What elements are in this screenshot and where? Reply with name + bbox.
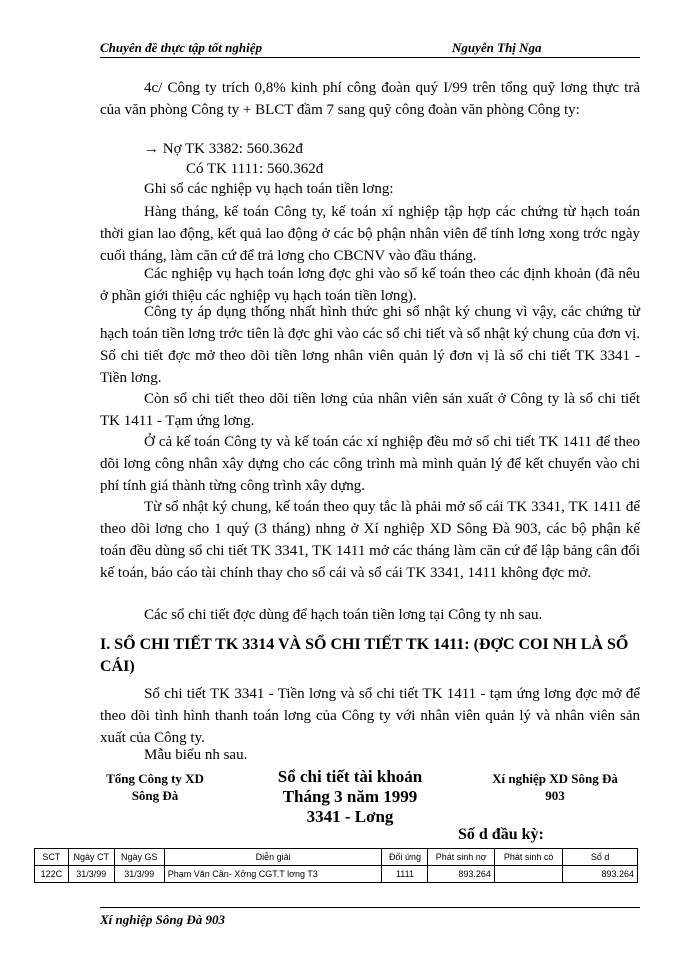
ledger-heading: Ghi sổ các nghiệp vụ hạch toán tiền lơng: — [144, 181, 394, 197]
cell-sct: 122C — [35, 866, 69, 883]
cell-phat-sinh-no: 893.264 — [428, 866, 494, 883]
header-right: Nguyễn Thị Nga — [452, 40, 542, 55]
header-rule — [100, 57, 640, 58]
section-title: I. SỔ CHI TIẾT TK 3314 VÀ SỔ CHI TIẾT TK 1411: (ĐỢC COI NH LÀ SỔ CÁI) — [100, 636, 629, 675]
col-dien-giai: Diễn giải — [164, 849, 382, 866]
debit-entry — [144, 141, 303, 158]
col-doi-ung: Đối ứng — [382, 849, 428, 866]
paragraph-7: Các sổ chi tiết đợc dùng để hạch toán tiền lơng tại Công ty nh sau. — [144, 607, 543, 623]
org-right-line2: 903 — [545, 788, 565, 803]
cell-so-du: 893.264 — [563, 866, 638, 883]
cell-ngay-ct: 31/3/99 — [68, 866, 114, 883]
org-left-line1: Tổng Công ty XD — [106, 771, 204, 786]
col-phat-sinh-co: Phát sinh có — [494, 849, 562, 866]
table-header-row — [35, 849, 638, 866]
org-right — [470, 770, 640, 804]
arrow-icon: → — [144, 141, 159, 157]
credit-entry: Có TK 1111: 560.362đ — [186, 161, 324, 177]
col-phat-sinh-no: Phát sinh nợ — [428, 849, 494, 866]
item-4c: 4c/ Công ty trích 0,8% kinh phí công đoàn quý I/99 trên tổng quỹ lơng thực trả của văn phòng Công ty + BLCT đầm 7 sang quỹ công đoàn văn phòng Công ty: — [100, 80, 640, 118]
cell-ngay-gs: 31/3/99 — [114, 866, 164, 883]
cell-doi-ung: 1111 — [382, 866, 428, 883]
ledger-title-line1: Sổ chi tiết tài khoản — [277, 767, 423, 786]
paragraph-2: Các nghiệp vụ hạch toán lơng đợc ghi vào sổ kế toán theo các định khoản (đã nêu ở phần giới thiệu các nghiệp vụ hạch toán tiền lơng). — [100, 266, 640, 304]
footer-rule — [100, 907, 640, 908]
paragraph-5: Ở cả kế toán Công ty và kế toán các xí nghiệp đều mở sổ chi tiết TK 1411 để theo dõi lơng công nhân xây dựng cho các công trình mà mình quản lý để kết chuyển vào chi phí tính giá thành từng công trình xây dựng. — [100, 434, 640, 494]
debit-text: Nợ TK 3382: 560.362đ — [162, 141, 303, 157]
ledger-table — [34, 848, 638, 883]
ledger-title — [240, 767, 460, 827]
col-ngay-ct: Ngày CT — [68, 849, 114, 866]
sample-label: Mẫu biểu nh sau. — [144, 747, 248, 763]
opening-balance-label: Số d đầu kỳ: — [458, 826, 544, 843]
col-ngay-gs: Ngày GS — [114, 849, 164, 866]
org-right-line1: Xí nghiệp XD Sông Đà — [492, 771, 618, 786]
paragraph-1: Hàng tháng, kế toán Công ty, kế toán xí nghiệp tập hợp các chứng từ hạch toán thời gian lao động, kết quả lao động ở các bộ phận nhân viên để tính lơng xong trớc ngày cuối tháng, làm căn cứ để trả lơng cho CBCNV vào đầu tháng. — [100, 204, 640, 264]
footer-left: Xí nghiệp Sông Đà 903 — [100, 912, 225, 927]
paragraph-6: Từ sổ nhật ký chung, kế toán theo quy tắc là phải mở sổ cái TK 3341, TK 1411 để theo dõi lơng cho 1 quý (3 tháng) nhng ở Xí nghiệp XD Sông Đà 903, các bộ phận kế toán đều dùng sổ chi tiết TK 3341, TK 1411 mở các tháng làm căn cứ để lập bảng cân đối kế toán, báo cáo tài chính thay cho sổ cái và sổ cái TK 3341, 1411 không đợc mở. — [100, 499, 640, 581]
org-left-line2: Sông Đà — [131, 788, 179, 803]
ledger-title-line3: 3341 - Lơng — [306, 807, 394, 826]
col-sct: SCT — [35, 849, 69, 866]
header-left: Chuyên đề thực tập tốt nghiệp — [100, 40, 262, 55]
org-left — [70, 770, 240, 804]
paragraph-3: Công ty áp dụng thống nhất hình thức ghi sổ nhật ký chung vì vậy, các chứng từ hạch toán tiền lơng trớc tiên là đợc ghi vào các sổ chi tiết và sổ nhật ký chung của đơn vị. Sổ chi tiết đợc mở theo dõi tiền lơng nhân viên quản lý đơn vị là sổ chi tiết TK 3341 - Tiền lơng. — [100, 304, 640, 386]
col-so-du: Số d — [563, 849, 638, 866]
table-row — [35, 866, 638, 883]
cell-dien-giai: Phạm Văn Cần- Xởng CGT.T lơng T3 — [164, 866, 382, 883]
ledger-title-line2: Tháng 3 năm 1999 — [282, 787, 418, 806]
cell-phat-sinh-co — [494, 866, 562, 883]
paragraph-4: Còn sổ chi tiết theo dõi tiền lơng của nhân viên sản xuất ở Công ty là sổ chi tiết TK 1411 - Tạm ứng lơng. — [100, 391, 640, 429]
section-body: Sổ chi tiết TK 3341 - Tiền lơng và sổ chi tiết TK 1411 - tạm ứng lơng đợc mở để theo dõi tình hình thanh toán lơng của Công ty với nhân viên quản lý và nhân viên sản xuất của Công ty. — [100, 686, 640, 746]
